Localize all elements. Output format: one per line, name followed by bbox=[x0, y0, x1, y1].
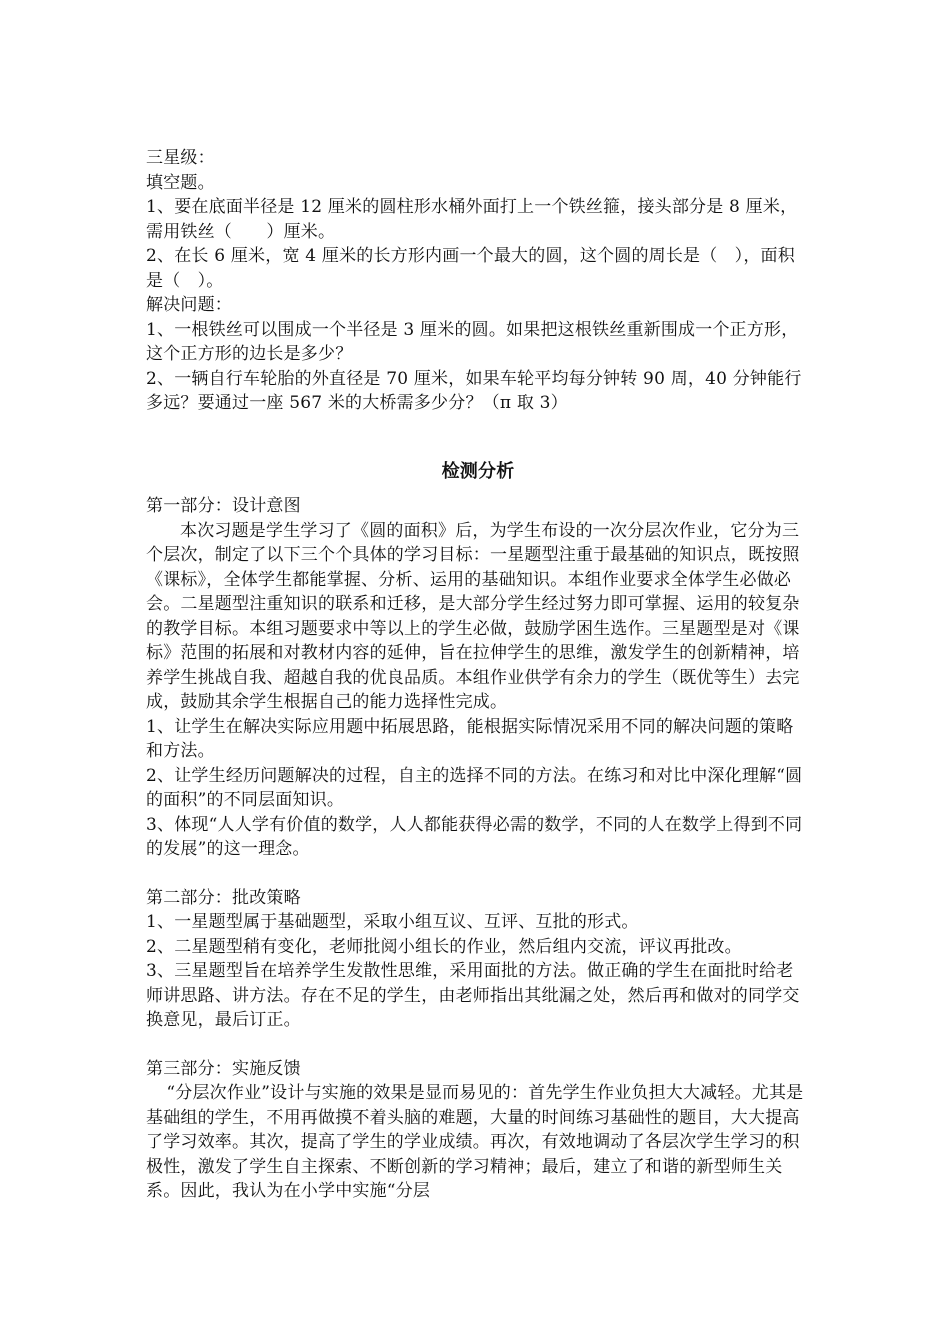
solve-heading: 解决问题： bbox=[146, 295, 232, 315]
document-page bbox=[146, 146, 810, 1204]
part1-heading: 第一部分：设计意图 bbox=[146, 496, 301, 516]
part2-item-1: 1、一星题型属于基础题型，采取小组互议、互评、互批的形式。 bbox=[146, 912, 639, 932]
part2-heading: 第二部分：批改策略 bbox=[146, 887, 301, 908]
part1-paragraph: 本次习题是学生学习了《圆的面积》后，为学生布设的一次分层次作业，它分为三个层次，制定了以下三个个具体的学习目标：一星题型注重于最基础的知识点，既按照《课标》，全体学生都能掌握、分析、运用的基础知识。本组作业要求全体学生必做必会。二星题型注重知识的联系和迁移，是大部分学生经过努力即可掌握、运用的较复杂的教学目标。本组习题要求中等以上的学生必做，鼓励学困生选作。三星题型是对《课标》范围的拓展和对教材内容的延伸，旨在拉伸学生的思维，激发学生的创新精神，培养学生挑战自我、超越自我的优良品质。本组作业供学有余力的学生（既优等生）去完成，鼓励其余学生根据自己的能力选择性完成。 bbox=[146, 520, 800, 712]
fill-item-1: 1、要在底面半径是 12 厘米的圆柱形水桶外面打上一个铁丝箍，接头部分是 8 厘米，需用铁丝（ ）厘米。 bbox=[146, 197, 798, 242]
part2-item-3: 3、三星题型旨在培养学生发散性思维，采用面批的方法。做正确的学生在面批时给老师讲思路、讲方法。存在不足的学生，由老师指出其纰漏之处，然后再和做对的同学交换意见，最后订正。 bbox=[146, 961, 800, 1030]
fill-heading: 填空题。 bbox=[146, 172, 215, 193]
part3-heading: 第三部分：实施反馈 bbox=[146, 1058, 301, 1079]
part1-item-1: 1、让学生在解决实际应用题中拓展思路，能根据实际情况采用不同的解决问题的策略和方法。 bbox=[146, 716, 794, 761]
solve-item-1: 1、一根铁丝可以围成一个半径是 3 厘米的圆。如果把这根铁丝重新围成一个正方形，这个正方形的边长是多少？ bbox=[146, 319, 799, 364]
section-gap bbox=[146, 862, 810, 886]
part3-paragraph: “分层次作业”设计与实施的效果是显而易见的：首先学生作业负担大大减轻。尤其是基础组的学生，不用再做摸不着头脑的难题，大量的时间练习基础性的题目，大大提高了学习效率。其次，提高了学生的学业成绩。再次，有效地调动了各层次学生学习的积极性，激发了学生自主探索、不断创新的学习精神；最后，建立了和谐的新型师生关系。因此，我认为在小学中实施“分层 bbox=[146, 1083, 804, 1201]
part1-item-3: 3、体现“人人学有价值的数学，人人都能获得必需的数学，不同的人在数学上得到不同的发展”的这一理念。 bbox=[146, 814, 803, 859]
fill-item-2: 2、在长 6 厘米，宽 4 厘米的长方形内画一个最大的圆，这个圆的周长是（ ），面积是（ ）。 bbox=[146, 246, 795, 291]
level-heading: 三星级： bbox=[146, 148, 215, 168]
analysis-title: 检测分析 bbox=[441, 460, 515, 482]
part1-item-2: 2、让学生经历问题解决的过程，自主的选择不同的方法。在练习和对比中深化理解“圆的面积”的不同层面知识。 bbox=[146, 765, 803, 810]
part2-item-2: 2、二星题型稍有变化，老师批阅小组长的作业，然后组内交流，评议再批改。 bbox=[146, 936, 742, 957]
section-gap bbox=[146, 1033, 810, 1057]
solve-item-2: 2、一辆自行车轮胎的外直径是 70 厘米，如果车轮平均每分钟转 90 周，40 分钟能行多远？要通过一座 567 米的大桥需多少分？（π 取 3） bbox=[146, 368, 802, 413]
